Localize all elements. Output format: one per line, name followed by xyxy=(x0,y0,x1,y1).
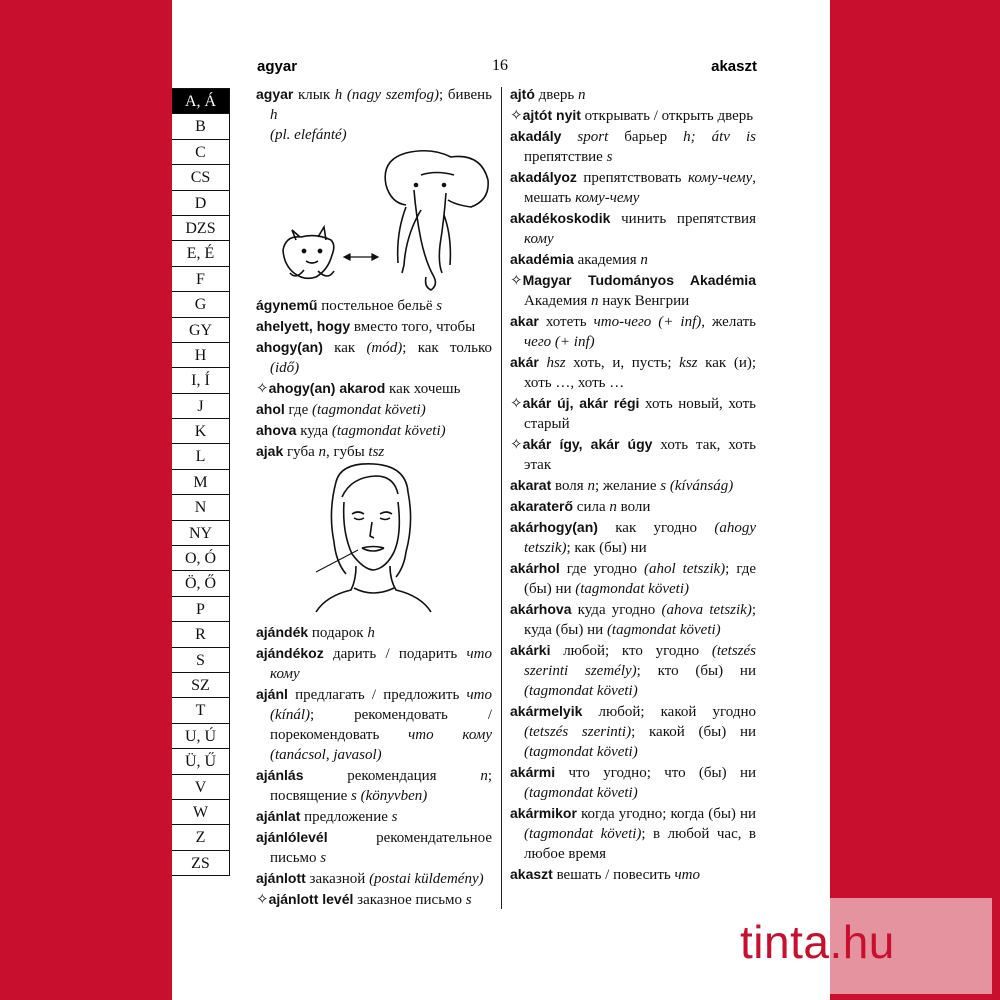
phrase-diamond-icon: ✧ xyxy=(510,273,523,289)
right-column xyxy=(510,84,756,885)
thumb-tab[interactable]: K xyxy=(172,419,230,444)
entry-akarmelyik: akármelyik любой; какой угодно (tetszés szerinti); какой (бы) ни (tagmondat követi) xyxy=(510,703,756,760)
entry-mta: ✧Magyar Tudományos Akadémia Академия n наук Венгрии xyxy=(510,272,756,309)
entry-ajanlat: ajánlat предложение s xyxy=(256,808,398,825)
phrase-diamond-icon: ✧ xyxy=(256,892,269,908)
entry-ajandekoz: ajándékoz дарить / подарить что кому xyxy=(256,645,492,682)
phrase-diamond-icon: ✧ xyxy=(510,437,523,453)
entry-ajanl: ajánl предлагать / предложить что (kínál); рекомендовать / порекомендовать что кому (tanácsol, javasol) xyxy=(256,686,492,763)
watermark-logo: tinta.hu xyxy=(740,916,895,968)
thumb-tab[interactable]: Ö, Ő xyxy=(172,571,230,596)
thumb-tab[interactable]: ZS xyxy=(172,851,230,876)
entry-akademia: akadémia академия n xyxy=(510,251,648,268)
thumb-tab[interactable]: J xyxy=(172,394,230,419)
entry-akar-uj: ✧akár új, akár régi хоть новый, хоть старый xyxy=(510,395,756,432)
thumb-tab[interactable]: P xyxy=(172,597,230,622)
page-header xyxy=(172,55,830,81)
thumb-tab[interactable]: GY xyxy=(172,318,230,343)
thumb-tab[interactable]: V xyxy=(172,775,230,800)
entry-akarhol: akárhol где угодно (ahol tetszik); где (бы) ни (tagmondat követi) xyxy=(510,560,757,597)
entry-akarmi: akármi что угодно; что (бы) ни (tagmondat követi) xyxy=(510,764,756,801)
entry-ajanlott: ajánlott заказной (postai küldemény) xyxy=(256,870,484,887)
thumb-tab[interactable]: Ü, Ű xyxy=(172,749,230,774)
entry-agynemu: ágynemű постельное бельё s xyxy=(256,297,443,314)
phrase-diamond-icon: ✧ xyxy=(256,381,269,397)
thumb-tab[interactable]: O, Ó xyxy=(172,546,230,571)
entry-ajanlolevel: ajánlólevél рекомендательное письмо s xyxy=(256,829,492,866)
thumb-tab[interactable]: R xyxy=(172,622,230,647)
entry-akar-hsz: akár hsz хоть, и, пусть; ksz как (и); хоть …, хоть … xyxy=(510,354,757,391)
entry-akarhova: akárhova куда угодно (ahova tetszik); куда (бы) ни (tagmondat követi) xyxy=(510,601,756,638)
thumb-tab[interactable]: H xyxy=(172,343,230,368)
entry-akadaly: akadály sport барьер h; átv is препятствие s xyxy=(510,128,756,165)
entry-ahogy: ahogy(an) как (mód); как только (idő) xyxy=(256,339,492,376)
thumb-tab[interactable]: T xyxy=(172,698,230,723)
entry-akaratero: akaraterő сила n воли xyxy=(510,498,651,515)
entry-ajandek: ajándék подарок h xyxy=(256,624,375,641)
thumb-tab[interactable]: S xyxy=(172,648,230,673)
entry-ajanlott-level: ✧ajánlott levél заказное письмо s xyxy=(256,891,472,908)
entry-ajtot-nyit: ✧ajtót nyit открывать / открыть дверь xyxy=(510,107,754,124)
thumb-tab[interactable]: DZS xyxy=(172,216,230,241)
thumb-tab[interactable]: N xyxy=(172,495,230,520)
alphabet-thumb-index xyxy=(172,88,230,876)
header-first-entry: agyar xyxy=(257,58,298,75)
boar-elephant-illustration xyxy=(256,145,492,295)
thumb-tab[interactable]: W xyxy=(172,800,230,825)
thumb-tab[interactable]: NY xyxy=(172,521,230,546)
header-last-entry: akaszt xyxy=(711,58,757,75)
thumb-tab[interactable]: A, Á xyxy=(172,89,230,114)
entry-akarat: akarat воля n; желание s (kívánság) xyxy=(510,477,734,494)
entry-ahol: ahol где (tagmondat követi) xyxy=(256,401,426,418)
entry-ajto: ajtó дверь n xyxy=(510,86,586,103)
entry-akadalyoz: akadályoz препятствовать кому-чему, мешать кому-чему xyxy=(510,169,756,206)
thumb-tab[interactable]: B xyxy=(172,114,230,139)
entry-akarki: akárki любой; кто угодно (tetszés szerinti személy); кто (бы) ни (tagmondat követi) xyxy=(510,642,756,699)
entry-ajanlas: ajánlás рекомендация n; посвящение s (könyvben) xyxy=(256,767,492,804)
thumb-tab[interactable]: U, Ú xyxy=(172,724,230,749)
entry-akar: akar хотеть что-чего (+ inf), желать чего (+ inf) xyxy=(510,313,756,350)
thumb-tab[interactable]: E, É xyxy=(172,241,230,266)
dictionary-page xyxy=(172,0,830,1000)
thumb-tab[interactable]: D xyxy=(172,191,230,216)
boar-head-icon xyxy=(283,227,334,278)
thumb-tab[interactable]: CS xyxy=(172,165,230,190)
page-number: 16 xyxy=(492,57,508,74)
phrase-diamond-icon: ✧ xyxy=(510,108,523,124)
thumb-tab[interactable]: L xyxy=(172,444,230,469)
entry-akarmikor: akármikor когда угодно; когда (бы) ни (tagmondat követi); в любой час, в любое время xyxy=(510,805,757,862)
headword: agyar xyxy=(256,86,294,102)
thumb-tab[interactable]: Z xyxy=(172,825,230,850)
entry-akadekoskodik: akadékoskodik чинить препятствия кому xyxy=(510,210,756,247)
thumb-tab[interactable]: C xyxy=(172,140,230,165)
phrase-diamond-icon: ✧ xyxy=(510,396,523,412)
entry-akaszt: akaszt вешать / повесить что xyxy=(510,866,700,883)
face-illustration xyxy=(256,462,492,622)
elephant-head-icon xyxy=(385,151,488,290)
entry-akar-igy: ✧akár így, akár úgy хоть так, хоть этак xyxy=(510,436,757,473)
entry-ahova: ahova куда (tagmondat követi) xyxy=(256,422,446,439)
entry-ahogy-akarod: ✧ahogy(an) akarod как хочешь xyxy=(256,380,461,397)
thumb-tab[interactable]: SZ xyxy=(172,673,230,698)
tusk-illustration-icon xyxy=(256,145,492,295)
woman-face-icon xyxy=(256,462,492,622)
thumb-tab[interactable]: M xyxy=(172,470,230,495)
thumb-tab[interactable]: I, Í xyxy=(172,368,230,393)
left-column xyxy=(256,84,492,910)
entry-ajak: ajak губа n, губы tsz xyxy=(256,443,385,460)
entry-akarhogy: akárhogy(an) как угодно (ahogy tetszik); как (бы) ни xyxy=(510,519,756,556)
thumb-tab[interactable]: G xyxy=(172,292,230,317)
entry-agyar: agyar клык h (nagy szemfog); бивень h (pl. elefánté) xyxy=(256,86,493,143)
column-divider xyxy=(501,87,502,909)
double-arrow-icon xyxy=(344,254,378,260)
entry-ahelyett: ahelyett, hogy вместо того, чтобы xyxy=(256,318,476,335)
thumb-tab[interactable]: F xyxy=(172,267,230,292)
